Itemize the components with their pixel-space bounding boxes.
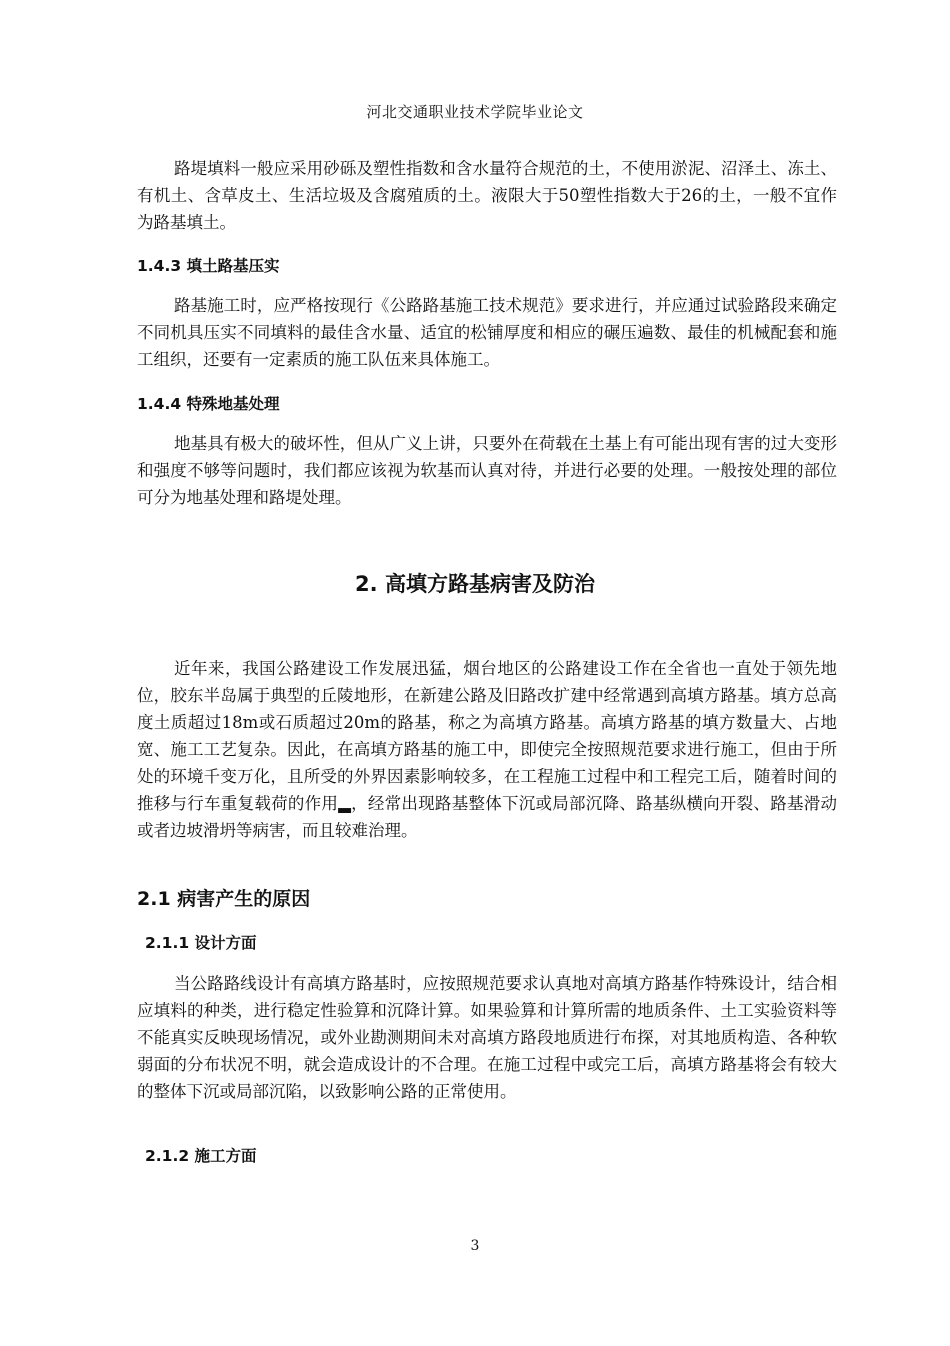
header-rule <box>137 132 837 133</box>
heading-1-4-4: 1.4.4 特殊地基处理 <box>137 395 280 413</box>
page-number: 3 <box>470 1238 480 1254</box>
paragraph-high-fill-intro: 近年来，我国公路建设工作发展迅猛，烟台地区的公路建设工作在全省也一直处于领先地位，胶东半岛属于典型的丘陵地形，在新建公路及旧路改扩建中经常遇到高填方路基。填方总高度土质超过18m或石质超过20m的路基，称之为高填方路基。高填方路基的填方数量大、占地宽、施工工艺复杂。因此，在高填方路基的施工中，即使完全按照规范要求进行施工，但由于所处的环境千变万化，且所受的外界因素影响较多，在工程施工过程中和工程完工后，随着时间的推移与行车重复载荷的作用▂，经常出现路基整体下沉或局部沉降、路基纵横向开裂、路基滑动或者边坡滑坍等病害，而且较难治理。 <box>137 659 837 840</box>
paragraph-design-aspect: 当公路路线设计有高填方路基时，应按照规范要求认真地对高填方路基作特殊设计，结合相应填料的种类，进行稳定性验算和沉降计算。如果验算和计算所需的地质条件、土工实验资料等不能真实反映现场情况，或外业勘测期间未对高填方路段地质进行布探，对其地质构造、各种软弱面的分布状况不明，就会造成设计的不合理。在施工过程中或完工后，高填方路基将会有较大的整体下沉或局部沉陷，以致影响公路的正常使用。 <box>137 974 837 1101</box>
heading-1-4-3: 1.4.3 填土路基压实 <box>137 257 280 275</box>
section-heading-2-1: 2.1 病害产生的原因 <box>137 888 311 910</box>
heading-2-1-2: 2.1.2 施工方面 <box>145 1147 257 1165</box>
running-header: 河北交通职业技术学院毕业论文 <box>366 103 584 121</box>
paragraph-compaction: 路基施工时，应严格按现行《公路路基施工技术规范》要求进行，并应通过试验路段来确定不同机具压实不同填料的最佳含水量、适宜的松铺厚度和相应的碾压遍数、最佳的机械配套和施工组织，还要有一定素质的施工队伍来具体施工。 <box>137 296 837 369</box>
heading-2-1-1: 2.1.1 设计方面 <box>145 934 257 952</box>
paragraph-special-foundation: 地基具有极大的破坏性，但从广义上讲，只要外在荷载在土基上有可能出现有害的过大变形和强度不够等问题时，我们都应该视为软基而认真对待，并进行必要的处理。一般按处理的部位可分为地基处理和路堤处理。 <box>137 434 837 507</box>
chapter-heading-2: 2. 高填方路基病害及防治 <box>355 572 595 596</box>
paragraph-fill-material: 路堤填料一般应采用砂砾及塑性指数和含水量符合规范的土，不使用淤泥、沼泽土、冻土、有机土、含草皮土、生活垃圾及含腐殖质的土。液限大于50塑性指数大于26的土，一般不宜作为路基填土。 <box>137 159 837 232</box>
